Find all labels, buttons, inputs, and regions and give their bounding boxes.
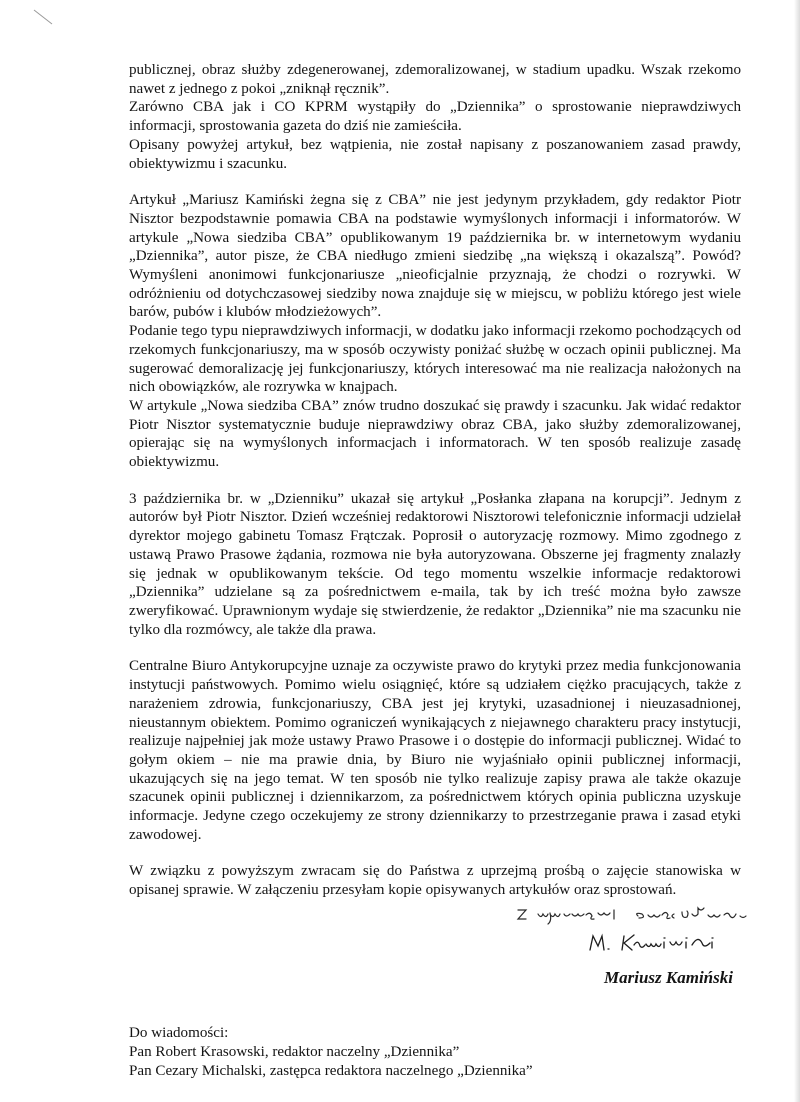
cc-recipient: Pan Cezary Michalski, zastępca redaktora naczelnego „Dziennika” — [129, 1063, 533, 1079]
handwritten-signature — [588, 930, 738, 956]
paragraph: Zarówno CBA jak i CO KPRM wystąpiły do „Dziennika” o sprostowanie nieprawdziwych informacji, sprostowania gazeta do dziś nie zamieściła. — [129, 99, 741, 135]
scan-mark — [30, 4, 70, 32]
paragraph: Artykuł „Mariusz Kamiński żegna się z CBA” nie jest jedynym przykładem, gdy redaktor Piotr Nisztor bezpodstawnie pomawia CBA na podstawie wymyślonych informacji i informatorów. W artykule „Nowa siedziba CBA” opublikowanym 19 października br. w internetowym wydaniu „Dziennika”, autor pisze, że CBA niedługo zmieni siedzibę „na większą i okazalszą”. Powód? Wymyśleni anonimowi funkcjonariusze „nieoficjalnie przyznają, że chodzi o rozrywki. W odróżnieniu od dotychczasowej siedziby nowa znajduje się w miejscu, w pobliżu którego jest wiele barów, pubów i klubów młodzieżowych”. — [129, 192, 741, 321]
cc-heading: Do wiadomości: — [129, 1025, 229, 1041]
paragraph: Opisany powyżej artykuł, bez wątpienia, nie został napisany z poszanowaniem zasad prawdy, obiektywizmu i szacunku. — [129, 136, 741, 172]
paragraph: W artykule „Nowa siedziba CBA” znów trudno doszukać się prawdy i szacunku. Jak widać redaktor Piotr Nisztor systematycznie buduje nieprawdziwy obraz CBA, jako służby zdemoralizowanej, opierając się na wymyślonych informacjach i informatorach. W ten sposób realizuje zasadę obiektywizmu. — [129, 397, 741, 471]
scan-edge-shadow — [794, 0, 800, 1102]
cc-recipient: Pan Robert Krasowski, redaktor naczelny „Dziennika” — [129, 1044, 460, 1060]
handwritten-closing — [516, 904, 766, 926]
paragraph: 3 października br. w „Dzienniku” ukazał się artykuł „Posłanka złapana na korupcji”. Jednym z autorów był Piotr Nisztor. Dzień wcześniej redaktorowi Nisztorowi telefonicznie informacji udzielał dyrektor mojego gabinetu Tomasz Frątczak. Poprosił o autoryzację rozmowy. Mimo zgodnego z ustawą Prawo Prasowe żądania, rozmowa nie była autoryzowana. Obszerne jej fragmenty znalazły się jednak w opublikowanym tekście. Od tego momentu wszelkie informacje redaktorowi „Dziennika” udzielane są za pośrednictwem e-maila, tak by ich treść można było zawsze zweryfikować. Uprawnionym wydaje się stwierdzenie, że redaktor „Dziennika” nie ma szacunku nie tylko dla rozmówcy, ale także dla prawa. — [129, 490, 741, 638]
paragraph: W związku z powyższym zwracam się do Państwa z uprzejmą prośbą o zajęcie stanowiska w opisanej sprawie. W załączeniu przesyłam kopie opisywanych artykułów oraz sprostowań. — [129, 863, 741, 899]
paragraph: Centralne Biuro Antykorupcyjne uznaje za oczywiste prawo do krytyki przez media funkcjonowania instytucji państwowych. Pomimo wielu osiągnięć, które są udziałem ciężko pracujących, także z narażeniem zdrowia, funkcjonariuszy, CBA jest jej krytyki, uzasadnionej i nieuzasadnionej, nieustannym obiektem. Pomimo ograniczeń wynikających z niejawnego charakteru pracy instytucji, realizuje najpełniej jak może ustawy Prawo Prasowe i o dostępie do informacji publicznej. Widać to gołym okiem – nie ma prawie dnia, by Biuro nie wyjaśniało opinii publicznej informacji, ukazujących się na jego temat. W ten sposób nie tylko realizuje zapisy prawa ale także okazuje szacunek opinii publicznej i dziennikarzom, za pośrednictwem których opinia publiczna uzyskuje informacje. Jedyne czego oczekujemy ze strony dziennikarzy to przestrzeganie prawa i zasad etyki zawodowej. — [129, 658, 741, 843]
cc-section — [129, 1024, 769, 1081]
paragraph: Podanie tego typu nieprawdziwych informacji, w dodatku jako informacji rzekomo pochodzących od rzekomych funkcjonariuszy, ma w sposób oczywisty poniżać służbę w oczach opinii publicznej. Ma sugerować demoralizację jej funkcjonariuszy, których interesować ma nie realizacja nałożonych na nich obowiązków, ale rozrywka w knajpach. — [129, 323, 741, 396]
letter-body — [129, 61, 741, 900]
paragraph: publicznej, obraz służby zdegenerowanej, zdemoralizowanej, w stadium upadku. Wszak rzekomo nawet z jednego z pokoi „zniknął ręcznik”. — [129, 62, 741, 97]
signatory-name: Mariusz Kamiński — [604, 968, 733, 987]
